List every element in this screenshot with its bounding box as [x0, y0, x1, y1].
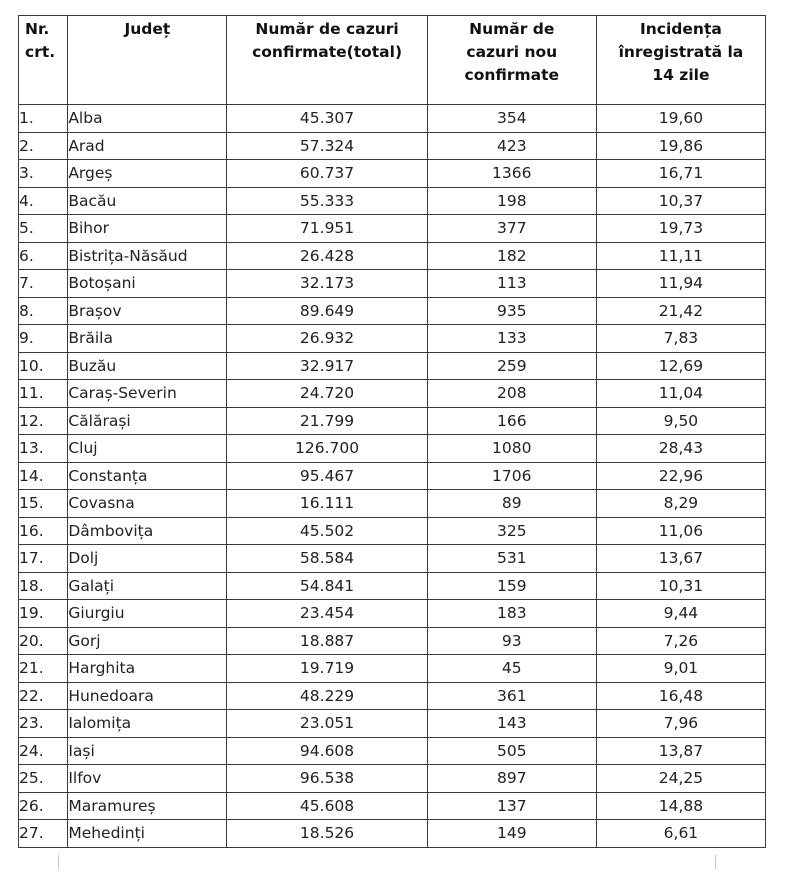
header-new: [427, 16, 596, 105]
table-row: [19, 682, 766, 710]
cell-judet: Ialomița: [68, 710, 227, 738]
cell-nr: 4.: [19, 187, 68, 215]
cell-new: 93: [427, 627, 596, 655]
table-row: [19, 462, 766, 490]
cell-judet: Caraș-Severin: [68, 380, 227, 408]
cell-incidence: 14,88: [596, 792, 765, 820]
cell-judet: Hunedoara: [68, 682, 227, 710]
cell-judet: Bistrița-Năsăud: [68, 242, 227, 270]
table-row: [19, 710, 766, 738]
cell-judet: Dâmbovița: [68, 517, 227, 545]
table-row: [19, 242, 766, 270]
header-incidence: [596, 16, 765, 105]
cell-new: 1080: [427, 435, 596, 463]
header-judet-label: Județ: [124, 20, 171, 38]
cell-incidence: 21,42: [596, 297, 765, 325]
cell-total: 126.700: [227, 435, 427, 463]
cell-new: 935: [427, 297, 596, 325]
cell-incidence: 6,61: [596, 820, 765, 848]
cell-incidence: 12,69: [596, 352, 765, 380]
cell-new: 354: [427, 105, 596, 133]
cell-new: 183: [427, 600, 596, 628]
cell-new: 259: [427, 352, 596, 380]
table-row: [19, 820, 766, 848]
cell-judet: Constanța: [68, 462, 227, 490]
table-row: [19, 765, 766, 793]
cell-nr: 20.: [19, 627, 68, 655]
cell-incidence: 10,31: [596, 572, 765, 600]
cell-new: 45: [427, 655, 596, 683]
table-row: [19, 352, 766, 380]
cell-nr: 5.: [19, 215, 68, 243]
table-row: [19, 105, 766, 133]
header-new-line: confirmate: [464, 66, 560, 84]
cell-new: 166: [427, 407, 596, 435]
table-row: [19, 325, 766, 353]
cell-incidence: 19,86: [596, 132, 765, 160]
cell-judet: Bihor: [68, 215, 227, 243]
cell-incidence: 16,71: [596, 160, 765, 188]
cell-judet: Gorj: [68, 627, 227, 655]
cell-incidence: 7,26: [596, 627, 765, 655]
header-judet: [68, 16, 227, 105]
cell-judet: Mehedinți: [68, 820, 227, 848]
cell-new: 1366: [427, 160, 596, 188]
cell-incidence: 13,87: [596, 737, 765, 765]
cell-judet: Ilfov: [68, 765, 227, 793]
table-row: [19, 380, 766, 408]
cell-total: 23.051: [227, 710, 427, 738]
cell-judet: Maramureș: [68, 792, 227, 820]
cell-new: 182: [427, 242, 596, 270]
cell-new: 505: [427, 737, 596, 765]
cell-judet: Iași: [68, 737, 227, 765]
header-incidence-line: 14 zile: [652, 66, 710, 84]
cell-judet: Botoșani: [68, 270, 227, 298]
cell-nr: 10.: [19, 352, 68, 380]
cell-nr: 25.: [19, 765, 68, 793]
cell-total: 26.428: [227, 242, 427, 270]
cell-new: 159: [427, 572, 596, 600]
cell-new: 1706: [427, 462, 596, 490]
cell-new: 361: [427, 682, 596, 710]
cell-incidence: 8,29: [596, 490, 765, 518]
cell-total: 18.526: [227, 820, 427, 848]
cell-judet: Galați: [68, 572, 227, 600]
cell-new: 377: [427, 215, 596, 243]
table-row: [19, 627, 766, 655]
cell-nr: 3.: [19, 160, 68, 188]
cell-incidence: 11,11: [596, 242, 765, 270]
table-row: [19, 600, 766, 628]
header-nr-line: Nr.: [25, 20, 50, 38]
cell-total: 23.454: [227, 600, 427, 628]
table-row: [19, 792, 766, 820]
cell-total: 89.649: [227, 297, 427, 325]
cell-new: 897: [427, 765, 596, 793]
cell-total: 71.951: [227, 215, 427, 243]
cell-nr: 8.: [19, 297, 68, 325]
page-corner-mark: [58, 855, 59, 869]
cell-judet: Arad: [68, 132, 227, 160]
header-total-line: Număr de cazuri: [255, 20, 399, 38]
cell-judet: Bacău: [68, 187, 227, 215]
table-row: [19, 297, 766, 325]
cell-incidence: 7,83: [596, 325, 765, 353]
cell-nr: 19.: [19, 600, 68, 628]
cell-nr: 7.: [19, 270, 68, 298]
cell-new: 133: [427, 325, 596, 353]
table-row: [19, 517, 766, 545]
cell-new: 208: [427, 380, 596, 408]
cell-total: 16.111: [227, 490, 427, 518]
cell-nr: 16.: [19, 517, 68, 545]
cell-incidence: 11,94: [596, 270, 765, 298]
cell-nr: 11.: [19, 380, 68, 408]
table-row: [19, 572, 766, 600]
header-incidence-line: înregistrată la: [618, 43, 744, 61]
cell-new: 149: [427, 820, 596, 848]
cell-total: 60.737: [227, 160, 427, 188]
cell-total: 96.538: [227, 765, 427, 793]
cell-incidence: 9,50: [596, 407, 765, 435]
cell-judet: Argeș: [68, 160, 227, 188]
cell-new: 137: [427, 792, 596, 820]
table-row: [19, 132, 766, 160]
cell-incidence: 28,43: [596, 435, 765, 463]
cell-incidence: 13,67: [596, 545, 765, 573]
cell-new: 198: [427, 187, 596, 215]
cell-new: 423: [427, 132, 596, 160]
cell-nr: 17.: [19, 545, 68, 573]
cell-new: 113: [427, 270, 596, 298]
table-row: [19, 215, 766, 243]
header-total: [227, 16, 427, 105]
table-row: [19, 187, 766, 215]
cell-nr: 23.: [19, 710, 68, 738]
cell-total: 32.917: [227, 352, 427, 380]
cell-total: 26.932: [227, 325, 427, 353]
table-row: [19, 160, 766, 188]
table-body: [19, 105, 766, 848]
cell-nr: 13.: [19, 435, 68, 463]
cell-incidence: 11,04: [596, 380, 765, 408]
cell-judet: Covasna: [68, 490, 227, 518]
cell-total: 19.719: [227, 655, 427, 683]
cell-total: 58.584: [227, 545, 427, 573]
table-row: [19, 545, 766, 573]
cell-judet: Alba: [68, 105, 227, 133]
cell-total: 21.799: [227, 407, 427, 435]
table-row: [19, 655, 766, 683]
cell-total: 54.841: [227, 572, 427, 600]
cell-judet: Călărași: [68, 407, 227, 435]
cell-incidence: 19,60: [596, 105, 765, 133]
cell-nr: 22.: [19, 682, 68, 710]
cell-nr: 18.: [19, 572, 68, 600]
cell-incidence: 9,01: [596, 655, 765, 683]
table-row: [19, 737, 766, 765]
cell-total: 95.467: [227, 462, 427, 490]
header-total-line: confirmate(total): [252, 43, 403, 61]
cell-total: 57.324: [227, 132, 427, 160]
cell-nr: 21.: [19, 655, 68, 683]
table-row: [19, 407, 766, 435]
cell-incidence: 7,96: [596, 710, 765, 738]
cell-nr: 14.: [19, 462, 68, 490]
header-nr-line: crt.: [25, 43, 56, 61]
cell-judet: Brașov: [68, 297, 227, 325]
cell-total: 55.333: [227, 187, 427, 215]
cell-judet: Brăila: [68, 325, 227, 353]
cell-total: 18.887: [227, 627, 427, 655]
cell-incidence: 24,25: [596, 765, 765, 793]
cell-incidence: 16,48: [596, 682, 765, 710]
page-corner-mark: [715, 855, 716, 869]
cell-judet: Buzău: [68, 352, 227, 380]
cell-nr: 24.: [19, 737, 68, 765]
cell-new: 143: [427, 710, 596, 738]
cell-nr: 12.: [19, 407, 68, 435]
header-new-line: cazuri nou: [466, 43, 558, 61]
cell-nr: 15.: [19, 490, 68, 518]
cell-total: 48.229: [227, 682, 427, 710]
header-incidence-line: Incidența: [640, 20, 722, 38]
cell-nr: 2.: [19, 132, 68, 160]
cell-new: 531: [427, 545, 596, 573]
table-row: [19, 490, 766, 518]
cell-total: 94.608: [227, 737, 427, 765]
header-row: [19, 16, 766, 105]
header-nr: [19, 16, 68, 105]
cell-incidence: 11,06: [596, 517, 765, 545]
cell-judet: Giurgiu: [68, 600, 227, 628]
cell-total: 32.173: [227, 270, 427, 298]
cell-incidence: 19,73: [596, 215, 765, 243]
cell-total: 45.502: [227, 517, 427, 545]
cell-total: 45.608: [227, 792, 427, 820]
cell-nr: 26.: [19, 792, 68, 820]
cell-new: 89: [427, 490, 596, 518]
cell-nr: 9.: [19, 325, 68, 353]
table-row: [19, 435, 766, 463]
cell-new: 325: [427, 517, 596, 545]
cell-incidence: 9,44: [596, 600, 765, 628]
table-row: [19, 270, 766, 298]
cell-incidence: 22,96: [596, 462, 765, 490]
cell-judet: Dolj: [68, 545, 227, 573]
cell-nr: 27.: [19, 820, 68, 848]
cell-judet: Harghita: [68, 655, 227, 683]
cell-total: 45.307: [227, 105, 427, 133]
cell-incidence: 10,37: [596, 187, 765, 215]
cell-nr: 6.: [19, 242, 68, 270]
cell-judet: Cluj: [68, 435, 227, 463]
covid-county-table: [18, 15, 766, 848]
header-new-line: Număr de: [469, 20, 555, 38]
cell-total: 24.720: [227, 380, 427, 408]
cell-nr: 1.: [19, 105, 68, 133]
